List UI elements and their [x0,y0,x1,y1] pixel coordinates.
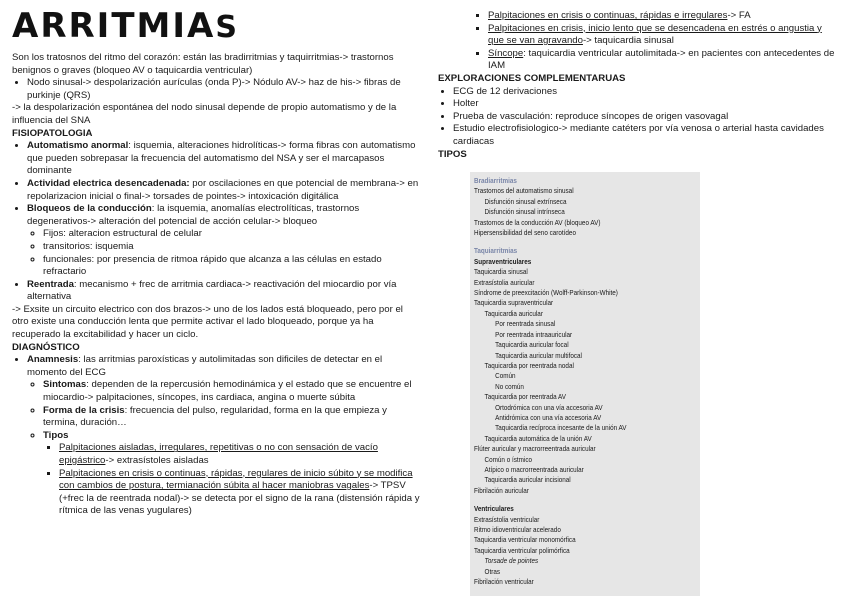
bradiarritmias-title: Bradiarritmias [474,176,517,185]
figure-line: Extrasístolia auricular [474,277,535,287]
list-item [59,442,422,467]
figure-line: Antidrómica con una vía accesoria AV [495,412,602,422]
figure-line: Taquicardia por reentrada nodal [484,360,574,370]
figure-line: Taquicardia auricular incisional [484,475,571,485]
exploraciones-heading: EXPLORACIONES COMPLEMENTARUAS [438,72,626,84]
tipos-sublist [43,442,422,518]
title-tail: S [215,10,239,45]
list-item [43,379,422,404]
list-item [27,354,422,518]
tipos-figure-content [470,172,700,587]
figure-line: Por reentrada sinusal [495,319,556,329]
list-item [488,10,838,23]
list-item: • Holter [453,98,838,111]
ventriculares-title: Ventriculares [474,504,514,514]
item-text: : las arritmias paroxísticas y autolimitadas son dificiles de detectar en el momento del ECG [27,354,383,378]
figure-line: Común o ístmico [484,454,533,464]
figure-line: Taquicardia automática de la unión AV [484,433,592,443]
item-underlined: Palpitaciones en crisis o continuas, rápidas e irregulares [488,10,728,21]
list-item: • ECG de 12 derivaciones [453,86,838,99]
figure-line: Hipersensibilidad del seno carotídeo [474,228,576,238]
list-item [27,279,422,304]
item-underlined: Palpitaciones en crisis, inicio lento que se desencadena en estrés o angustia y que se van agravando [488,22,822,47]
list-item: • Nodo sinusal-> despolarización aurículas (onda P)-> Nódulo AV-> haz de his-> fibras de purkinje (QRS) [27,77,422,102]
item-text: : la isquemia, anomalías electrolíticas, trastornos degenerativos-> alteración del potencial de acción celular-> bloqueo [27,203,360,227]
figure-line: Fibrilación ventricular [474,577,534,587]
figure-line: Síndrome de preexcitación (Wolff-Parkinson-White) [474,288,618,298]
list-item: ◦ Fijos: alteracion estructural de celular [43,228,422,241]
item-bold: Forma de la crisis [43,404,125,416]
figure-line: Común [495,371,516,381]
item-text: : frecuencia del pulso, regularidad, forma en la que empieza y termina, duración… [43,404,387,429]
list-item [43,430,422,518]
figure-line: Taquicardia sinusal [474,267,528,277]
item-text: por oscilaciones en que potencial de membrana-> en repolarizacion inicial o final-> torsades de pointes-> intoxicación digitálica [27,177,419,202]
tipos-classification-figure [470,172,700,596]
left-column [12,0,422,518]
figure-line: No común [495,381,524,391]
figure-line: Flúter auricular y macrorreentrada auricular [474,444,596,454]
figure-gap [474,238,700,246]
list-item: • Estudio electrofisiologico-> mediante catéters por vía venosa o arterial hasta cavidades cardiacas [453,123,838,148]
despolarizacion-note: -> la despolarización espontánea del nodo sinusal depende de propio automatismo y de la influencia del SNA [12,102,397,126]
figure-line: Taquicardia auricular multifocal [495,350,582,360]
item-bold: Actividad electrica desencadenada: [27,177,190,189]
item-bold: Anamnesis [27,354,79,366]
figure-line: Taquicardia ventricular monomórfica [474,535,576,545]
diagnostico-list [12,354,422,518]
list-item [488,23,838,48]
list-item [27,203,422,279]
title-main: ARRITMIA [12,6,216,46]
right-column [438,0,838,161]
item-text: : taquicardia ventricular autolimitada-> en pacientes con antecedentes de IAM [488,47,835,72]
item-underlined: Palpitaciones en crisis o continuas, rápidas, regulares de inicio súbito y se modifica con cambios de postura, termianación súbita al hacer maniobras vagales [59,467,413,492]
item-text: : dependen de la repercusión hemodinámica y el estado que se encuentre el miocardio-> palpitaciones, síncopes, ins cardiaca, angina o muerte súbita [43,379,412,404]
item-bold: Sintomas [43,379,87,391]
intro-paragraph: Son los tratosnos del ritmo del corazón: están las bradirritmias y taquirritmias-> trastornos benignos o graves (bloqueo AV o taquicardia ventricular) [12,52,394,76]
figure-line: Disfunción sinusal intrínseca [484,207,565,217]
figure-line: Taquicardia recíproca incesante de la unión AV [495,423,627,433]
figure-line: Ortodrómica con una vía accesoria AV [495,402,603,412]
anamnesis-sublist [27,379,422,518]
list-item [43,405,422,430]
figure-line: Taquicardia auricular [484,308,543,318]
figure-line: Extrasístolia ventricular [474,514,540,524]
list-item [27,140,422,178]
figure-line: Fibrilación auricular [474,485,529,495]
page-title [12,6,422,48]
item-text: -> TPSV (+frec la de reentrada nodal)-> se detecta por el signo de la rana (distensión rápida y rítmica de las venas yugulares) [59,480,420,517]
item-text: -> extrasístoles aisladas [105,455,209,466]
figure-line: Ritmo idioventricular acelerado [474,525,561,534]
fisiopatologia-heading: FISIOPATOLOGIA [12,127,93,139]
item-text: -> FA [727,10,751,21]
figure-line: Disfunción sinusal extrínseca [484,196,567,206]
figure-line: Taquicardia auricular focal [495,340,569,350]
bloqueo-sublist [27,228,422,278]
list-item: • Prueba de vasculación: reproduce síncopes de origen vasovagal [453,111,838,124]
item-underlined: Síncope [488,47,524,59]
figure-line: Atípico o macrorreentrada auricular [484,464,584,474]
item-text: : mecanismo + frec de arritmia cardiaca-> reactivación del miocardio por vía alternativa [27,278,397,303]
reentrada-note: -> Exsite un circuito electrico con dos brazos-> uno de los lados está bloqueado, pero por el otro existe una conducción lenta que permite activar el lado bloqueado, porque ya ha recuperado la excitabilidad y hacer un ciclo. [12,303,403,341]
figure-line: Trastornos del automatismo sinusal [474,186,574,196]
item-underlined: Palpitaciones aisladas, irregulares, repetitivas o no con sensación de vacío epigástrico [59,442,378,466]
item-text: : isquemia, alteraciones hidrolíticas-> forma fibras con automatismo que pueden sobrepasar la frecuencia del automatismo del NSA y ser el marcapasos dominante [27,140,416,177]
figure-line: Torsade de pointes [484,556,539,566]
item-bold: Tipos [43,429,69,441]
supraventriculares-title: Supraventriculares [474,256,532,266]
list-item: ◦ funcionales: por presencia de ritmoa rápido que alcanza a las células en estado refractario [43,254,422,279]
item-bold: Automatismo anormal [27,140,129,152]
list-item: ◦ transitorios: isquemia [43,241,422,254]
figure-line: Por reentrada intraauricular [495,329,573,339]
list-item [488,48,838,73]
intro-list [12,77,422,102]
item-bold: Bloqueos de la conducción [27,203,152,215]
tipos-heading: TIPOS [438,148,467,160]
figure-line: Trastornos de la conducción AV (bloqueo AV) [474,217,601,227]
figure-line: Otras [484,566,501,576]
item-bold: Reentrada [27,278,74,290]
fisiopatologia-list [12,140,422,304]
figure-gap [474,496,700,504]
list-item [59,468,422,518]
tipos-continued-list [438,10,838,73]
figure-line: Taquicardia supraventricular [474,298,554,308]
item-text: -> taquicardia sinusal [582,35,674,47]
diagnostico-heading: DIAGNÓSTICO [12,341,80,353]
exploraciones-list [438,86,838,149]
figure-line: Taquicardia ventricular polimórfica [474,545,570,555]
list-item [27,178,422,203]
figure-line: Taquicardia por reentrada AV [484,392,567,402]
taquiarritmias-title: Taquiarritmias [474,246,518,256]
